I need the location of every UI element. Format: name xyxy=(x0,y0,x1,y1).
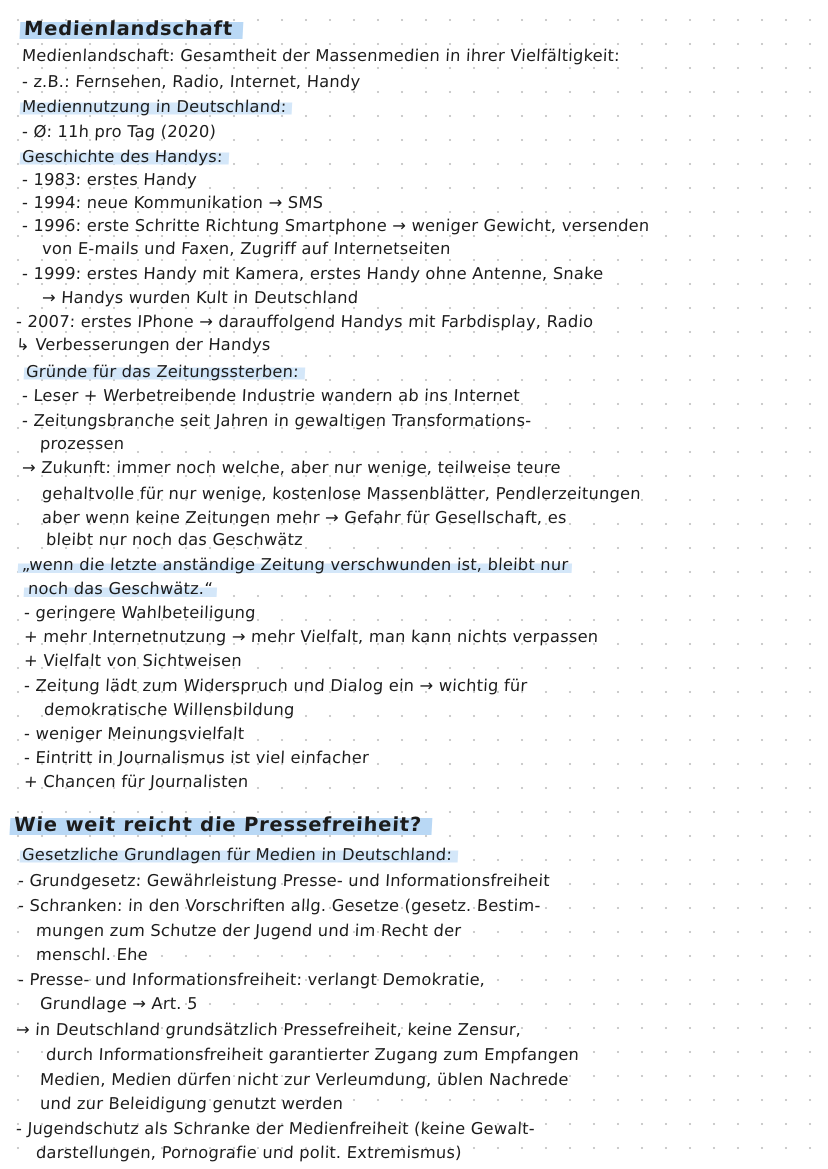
note-line: Medienlandschaft: Gesamtheit der Massenmedien in ihrer Vielfältigkeit: xyxy=(21,46,621,65)
note-line: + mehr Internetnutzung → mehr Vielfalt, man kann nichts verpassen xyxy=(23,627,599,646)
note-line: - weniger Meinungsvielfalt xyxy=(23,724,245,743)
quote-line: „wenn die letzte anständige Zeitung verschwunden ist, bleibt nur xyxy=(17,555,572,575)
note-line: ↳ Verbesserungen der Handys xyxy=(15,335,272,354)
note-line: - 1983: erstes Handy xyxy=(21,170,198,189)
note-line: - Zeitung lädt zum Widerspruch und Dialog ein → wichtig für xyxy=(23,676,528,695)
quote-line: noch das Geschwätz.“ xyxy=(23,579,217,599)
note-line: - 1996: erste Schritte Richtung Smartphone → weniger Gewicht, versenden xyxy=(21,216,650,235)
note-line: bleibt nur noch das Geschwätz xyxy=(45,530,304,549)
note-line: → in Deutschland grundsätzlich Pressefreiheit, keine Zensur, xyxy=(15,1020,522,1039)
subheading-zeitungssterben: Gründe für das Zeitungssterben: xyxy=(25,362,305,382)
note-line: - Leser + Werbetreibende Industrie wandern ab ins Internet xyxy=(21,386,521,405)
section-1-title: Medienlandschaft xyxy=(23,19,243,39)
note-line: mungen zum Schutze der Jugend und im Recht der xyxy=(35,921,462,940)
note-line: - Eintritt in Journalismus ist viel einfacher xyxy=(23,748,370,767)
note-line: von E-mails und Faxen, Zugriff auf Internetseiten xyxy=(41,239,452,258)
section-2-title: Wie weit reicht die Pressefreiheit? xyxy=(13,815,432,835)
note-line: demokratische Willensbildung xyxy=(43,700,296,719)
note-line: durch Informationsfreiheit garantierter Zugang zum Empfangen xyxy=(45,1045,580,1064)
note-line: - 1999: erstes Handy mit Kamera, erstes Handy ohne Antenne, Snake xyxy=(21,264,604,283)
note-line: - Jugendschutz als Schranke der Medienfreiheit (keine Gewalt- xyxy=(15,1119,536,1138)
subheading-mediennutzung: Mediennutzung in Deutschland: xyxy=(21,97,293,117)
note-line: - Grundgesetz: Gewährleistung Presse- und Informationsfreiheit xyxy=(17,871,551,890)
note-line: - 2007: erstes IPhone → darauffolgend Handys mit Farbdisplay, Radio xyxy=(15,312,594,331)
note-line: prozessen xyxy=(39,434,125,453)
note-line: - Schranken: in den Vorschriften allg. Gesetze (gesetz. Bestim- xyxy=(17,896,542,915)
note-line: Medien, Medien dürfen nicht zur Verleumdung, üblen Nachrede xyxy=(39,1070,570,1089)
subheading-geschichte: Geschichte des Handys: xyxy=(21,147,229,167)
note-line: + Chancen für Journalisten xyxy=(23,772,249,791)
note-line: → Zukunft: immer noch welche, aber nur wenige, teilweise teure xyxy=(21,458,562,477)
note-line: menschl. Ehe xyxy=(35,945,149,964)
subheading-grundlagen: Gesetzliche Grundlagen für Medien in Deutschland: xyxy=(21,845,458,865)
note-line: und zur Beleidigung genutzt werden xyxy=(39,1094,344,1113)
note-line: - Ø: 11h pro Tag (2020) xyxy=(21,122,217,141)
note-line: + Vielfalt von Sichtweisen xyxy=(23,651,243,670)
note-line: - geringere Wahlbeteiligung xyxy=(23,603,257,622)
note-line: darstellungen, Pornografie und polit. Extremismus) xyxy=(35,1143,463,1162)
note-line: - Zeitungsbranche seit Jahren in gewaltigen Transformations- xyxy=(21,411,532,430)
note-line: - Presse- und Informationsfreiheit: verlangt Demokratie, xyxy=(17,970,486,989)
note-line: - z.B.: Fernsehen, Radio, Internet, Handy xyxy=(21,72,361,91)
note-line: - 1994: neue Kommunikation → SMS xyxy=(21,193,324,212)
note-line: gehaltvolle für nur wenige, kostenlose Massenblätter, Pendlerzeitungen xyxy=(41,484,642,503)
note-line: Grundlage → Art. 5 xyxy=(39,994,199,1013)
note-line: → Handys wurden Kult in Deutschland xyxy=(41,288,359,307)
note-line: aber wenn keine Zeitungen mehr → Gefahr für Gesellschaft, es xyxy=(41,508,568,527)
